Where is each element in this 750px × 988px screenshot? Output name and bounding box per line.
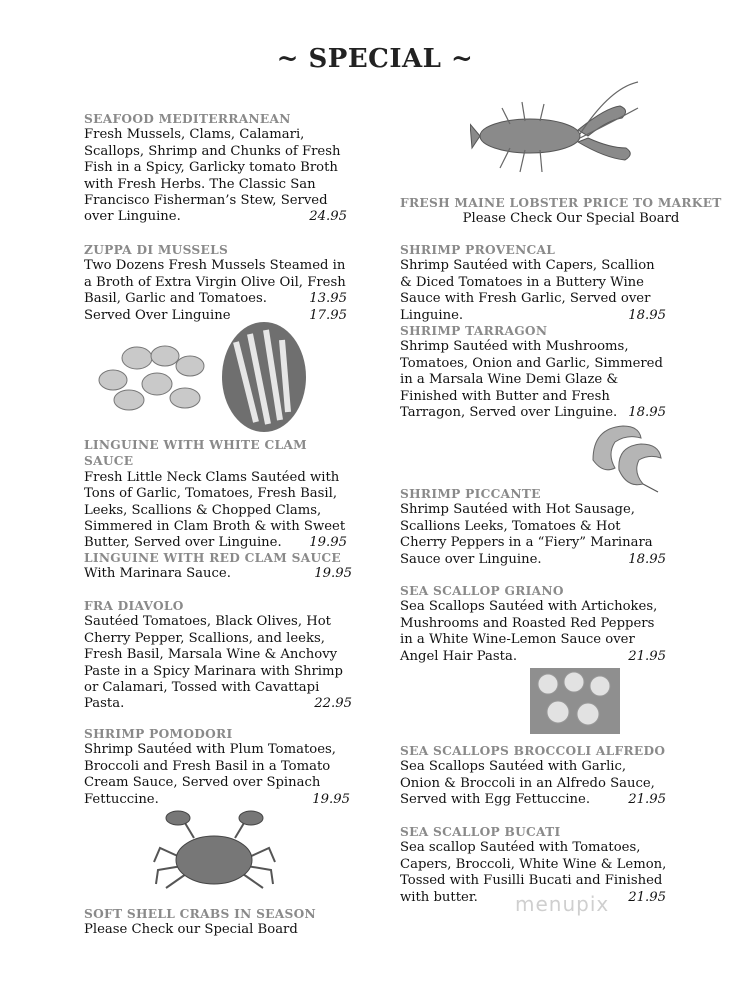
item-price: 22.95 [314,696,352,712]
menu-item-linguine-white-clam [84,437,347,552]
item-desc-line: Basil, Garlic and Tomatoes. [84,291,267,307]
menu-item-linguine-red-clam [84,550,352,583]
item-desc-line: Sautéed Tomatoes, Black Olives, Hot [84,614,331,630]
item-name: FRESH MAINE LOBSTER PRICE TO MARKET [400,196,722,210]
item-desc-line: Tons of Garlic, Tomatoes, Fresh Basil, [84,486,338,502]
item-price: 13.95 [309,291,347,307]
item-desc-line: Shrimp Sautéed with Plum Tomatoes, [84,742,336,758]
leeks-icon [222,322,306,432]
menu-item-shrimp-tarragon [400,323,666,421]
item-desc-line: Cherry Peppers in a “Fiery” Marinara [400,535,653,551]
item-desc-line: Cherry Pepper, Scallions, and leeks, [84,630,325,646]
item-desc-line: Shrimp Sautéed with Capers, Scallion [400,258,655,274]
item-price: 19.95 [314,566,352,582]
item-price: 21.95 [628,889,666,905]
item-name: SHRIMP PROVENCAL [400,243,556,257]
item-desc-line: with Fresh Herbs. The Classic San [84,176,316,192]
shrimp-icon [583,420,668,495]
item-name: SEA SCALLOPS BROCCOLI ALFREDO [400,744,666,758]
item-desc-line: Scallions Leeks, Tomatoes & Hot [400,518,621,534]
item-desc-line: Fresh Little Neck Clams Sautéed with [84,469,340,485]
item-name: SEAFOOD MEDITERRANEAN [84,112,291,126]
item-desc-line: With Marinara Sauce. [84,566,231,582]
item-name: LINGUINE WITH RED CLAM SAUCE [84,551,341,565]
item-desc-line: Shrimp Sautéed with Mushrooms, [400,339,629,355]
lobster-icon [470,78,640,188]
item-desc-line: Sauce over Linguine. [400,551,542,567]
item-desc-line: in a Marsala Wine Demi Glaze & [400,372,619,388]
item-desc-line: Please Check our Special Board [84,922,298,938]
item-desc-line: Mushrooms and Roasted Red Peppers [400,615,655,631]
item-desc-line: Two Dozens Fresh Mussels Steamed in [84,258,346,274]
item-desc-line: Cream Sauce, Served over Spinach [84,775,321,791]
item-desc-line: Angel Hair Pasta. [400,648,518,664]
item-desc-line: Leeks, Scallions & Chopped Clams, [84,502,322,518]
item-name: SHRIMP TARRAGON [400,324,548,338]
item-desc-line: & Diced Tomatoes in a Buttery Wine [400,274,644,290]
item-name: SHRIMP PICCANTE [400,487,541,501]
item-price: 19.95 [312,791,350,807]
item-desc-line: Sea Scallops Sautéed with Garlic, [400,759,627,775]
item-desc-line: Onion & Broccoli in an Alfredo Sauce, [400,775,655,791]
menu-item-fra-diavolo [84,598,352,713]
item-desc-line: Tossed with Fusilli Bucati and Finished [400,873,663,889]
menu-item-zuppa-di-mussels [84,242,347,324]
menu-item-seafood-mediterranean [84,111,347,226]
menu-item-shrimp-piccante [400,486,666,568]
item-desc-line: or Calamari, Tossed with Cavattapi [84,680,320,696]
menu-item-soft-shell-crabs [84,906,350,939]
item-price: 19.95 [309,535,347,551]
item-desc-line: Pasta. [84,696,125,712]
item-desc-line: Tomatoes, Onion and Garlic, Simmered [400,355,663,371]
item-name: SEA SCALLOP GRIANO [400,584,564,598]
item-desc-line: Broccoli and Fresh Basil in a Tomato [84,758,331,774]
item-price: 24.95 [309,209,347,225]
item-desc-line: with butter. [400,889,478,905]
item-desc-line: Finished with Butter and Fresh [400,388,610,404]
item-desc-line: Capers, Broccoli, White Wine & Lemon, [400,856,667,872]
item-name: SOFT SHELL CRABS IN SEASON [84,907,316,921]
page-title: ~ SPECIAL ~ [276,44,474,74]
item-name: ZUPPA DI MUSSELS [84,243,229,257]
item-name: SHRIMP POMODORI [84,727,233,741]
item-price: 21.95 [628,792,666,808]
menu-item-maine-lobster [400,195,722,228]
item-desc-line: Shrimp Sautéed with Hot Sausage, [400,502,635,518]
item-desc-line: Simmered in Clam Broth & with Sweet [84,519,346,535]
item-desc-line: Please Check Our Special Board [462,211,680,227]
crab-icon [152,808,277,900]
watermark: menupix [515,892,610,916]
item-desc-line: over Linguine. [84,209,181,225]
item-desc-line: Francisco Fisherman’s Stew, Served [84,193,328,209]
menu-item-shrimp-provencal [400,242,666,324]
item-name: SEA SCALLOP BUCATI [400,825,561,839]
item-price: 18.95 [628,551,666,567]
item-desc-line: Tarragon, Served over Linguine. [400,405,618,421]
item-desc-line: Sea scallop Sautéed with Tomatoes, [400,840,641,856]
item-desc-line: Fresh Mussels, Clams, Calamari, [84,127,305,143]
item-desc-line: Linguine. [400,307,464,323]
menu-item-scallops-broccoli-alfredo [400,743,666,809]
clams-icon [95,340,213,415]
item-desc-line: Scallops, Shrimp and Chunks of Fresh [84,143,341,159]
item-desc-line: Sea Scallops Sautéed with Artichokes, [400,599,658,615]
item-desc-line: Sauce with Fresh Garlic, Served over [400,291,651,307]
item-price: 18.95 [628,307,666,323]
item-desc-line: Butter, Served over Linguine. [84,535,282,551]
item-desc-line: in a White Wine-Lemon Sauce over [400,632,635,648]
item-price: 17.95 [309,307,347,323]
menu-item-sea-scallop-griano [400,583,666,665]
scallops-icon [530,668,620,734]
item-desc-line: a Broth of Extra Virgin Olive Oil, Fresh [84,274,346,290]
item-price: 18.95 [628,405,666,421]
item-name: FRA DIAVOLO [84,599,184,613]
item-price: 21.95 [628,648,666,664]
item-desc-line: Fresh Basil, Marsala Wine & Anchovy [84,647,338,663]
item-desc-line: Fish in a Spicy, Garlicky tomato Broth [84,160,338,176]
item-desc-line: Fettuccine. [84,791,159,807]
menu-item-shrimp-pomodori [84,726,350,808]
item-desc-line: Served Over Linguine [84,307,231,323]
item-name: LINGUINE WITH WHITE CLAM SAUCE [84,438,307,469]
item-desc-line: Served with Egg Fettuccine. [400,792,591,808]
item-desc-line: Paste in a Spicy Marinara with Shrimp [84,663,343,679]
